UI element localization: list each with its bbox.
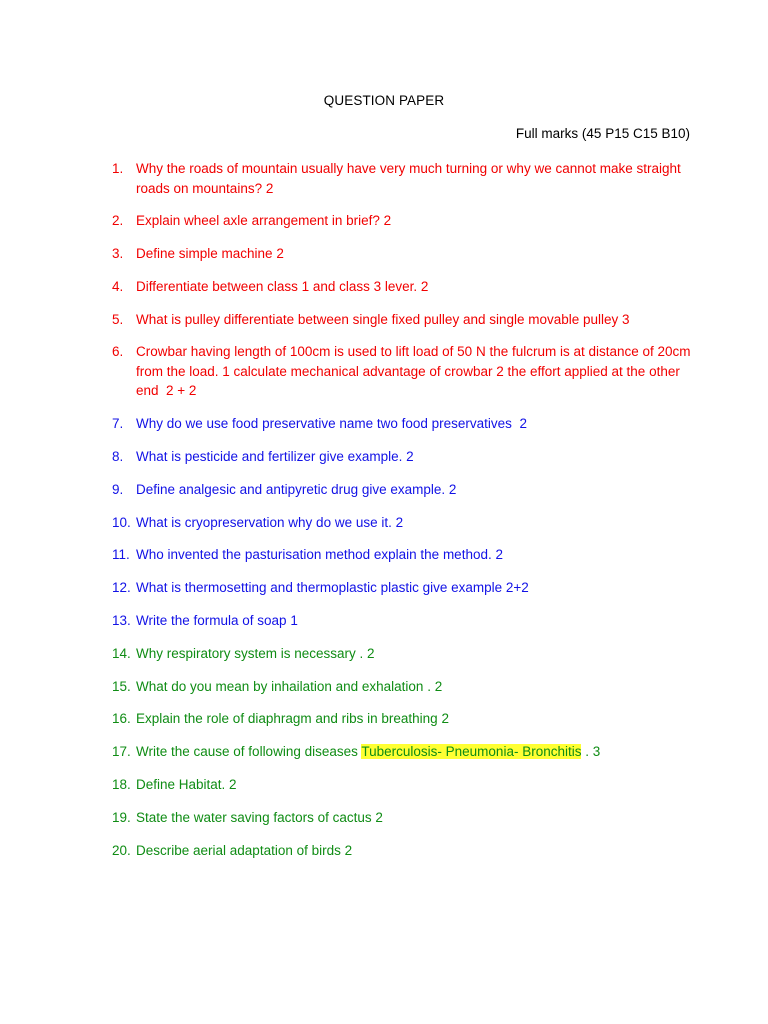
question-number: 6. [112, 344, 124, 360]
question-text: Write the formula of soap 1 [136, 613, 298, 629]
question-text: Explain wheel axle arrangement in brief? 2 [136, 213, 392, 229]
question-number: 5. [112, 311, 124, 327]
question-text: Describe aerial adaptation of birds 2 [136, 842, 353, 858]
question-text: What is thermosetting and thermoplastic plastic give example 2+2 [136, 580, 529, 596]
question-item [112, 841, 692, 861]
question-number: 14. [112, 645, 131, 661]
question-text: What is pulley differentiate between single fixed pulley and single movable pulley 3 [136, 311, 630, 327]
question-number: 16. [112, 711, 131, 727]
question-number: 19. [112, 809, 131, 825]
question-item [112, 211, 692, 231]
question-item [112, 677, 692, 697]
question-number: 12. [112, 580, 131, 596]
question-number: 10. [112, 514, 131, 530]
question-text: Why do we use food preservative name two food preservatives 2 [136, 416, 527, 432]
full-marks: Full marks (45 P15 C15 B10) [515, 126, 690, 141]
question-item [112, 611, 692, 631]
question-item [112, 644, 692, 664]
question-number: 7. [112, 416, 124, 432]
question-item [112, 709, 692, 729]
question-item [112, 578, 692, 598]
question-text: What is pesticide and fertilizer give example. 2 [136, 449, 414, 465]
question-item [112, 277, 692, 297]
question-number: 15. [112, 678, 131, 694]
question-text [136, 742, 692, 762]
question-item [112, 545, 692, 565]
question-number: 4. [112, 278, 124, 294]
question-item [112, 159, 692, 198]
question-number: 9. [112, 481, 124, 497]
question-text: Why the roads of mountain usually have very much turning or why we cannot make straight roads on mountains? 2 [136, 161, 685, 196]
question-item [112, 742, 692, 762]
question-number: 20. [112, 842, 131, 858]
question-text: What is cryopreservation why do we use it. 2 [136, 514, 404, 530]
question-item [112, 414, 692, 434]
question-item [112, 775, 692, 795]
question-number: 18. [112, 777, 131, 793]
question-text: State the water saving factors of cactus 2 [136, 809, 383, 825]
question-item [112, 310, 692, 330]
question-text-before: Write the cause of following diseases [136, 744, 362, 760]
question-number: 11. [112, 547, 130, 563]
question-number: 2. [112, 213, 124, 229]
question-number: 3. [112, 246, 124, 262]
question-text: Who invented the pasturisation method explain the method. 2 [136, 547, 503, 563]
question-text: What do you mean by inhailation and exhalation . 2 [136, 678, 443, 694]
question-text: Explain the role of diaphragm and ribs in breathing 2 [136, 711, 449, 727]
question-item [112, 342, 695, 401]
question-item [112, 480, 692, 500]
question-text: Define Habitat. 2 [136, 777, 237, 793]
question-text: Differentiate between class 1 and class 3 lever. 2 [136, 278, 429, 294]
question-number: 13. [112, 613, 131, 629]
highlighted-diseases: Tuberculosis- Pneumonia- Bronchitis [361, 744, 582, 760]
question-text: Define simple machine 2 [136, 246, 284, 262]
question-text-after: . 3 [581, 744, 601, 760]
question-list [112, 159, 695, 873]
question-text: Why respiratory system is necessary . 2 [136, 645, 375, 661]
question-item [112, 808, 692, 828]
question-number: 8. [112, 449, 124, 465]
question-item [112, 447, 692, 467]
question-item [112, 513, 692, 533]
question-item [112, 244, 692, 264]
page-title: QUESTION PAPER [323, 93, 445, 108]
question-number: 1. [112, 161, 124, 176]
question-number: 17. [112, 744, 131, 760]
question-text: Crowbar having length of 100cm is used to lift load of 50 N the fulcrum is at distance of 20cm from the load. 1 calculate mechanical advantage of crowbar 2 the effort applied at the other end 2 + 2 [136, 344, 695, 399]
question-text: Define analgesic and antipyretic drug give example. 2 [136, 481, 457, 497]
